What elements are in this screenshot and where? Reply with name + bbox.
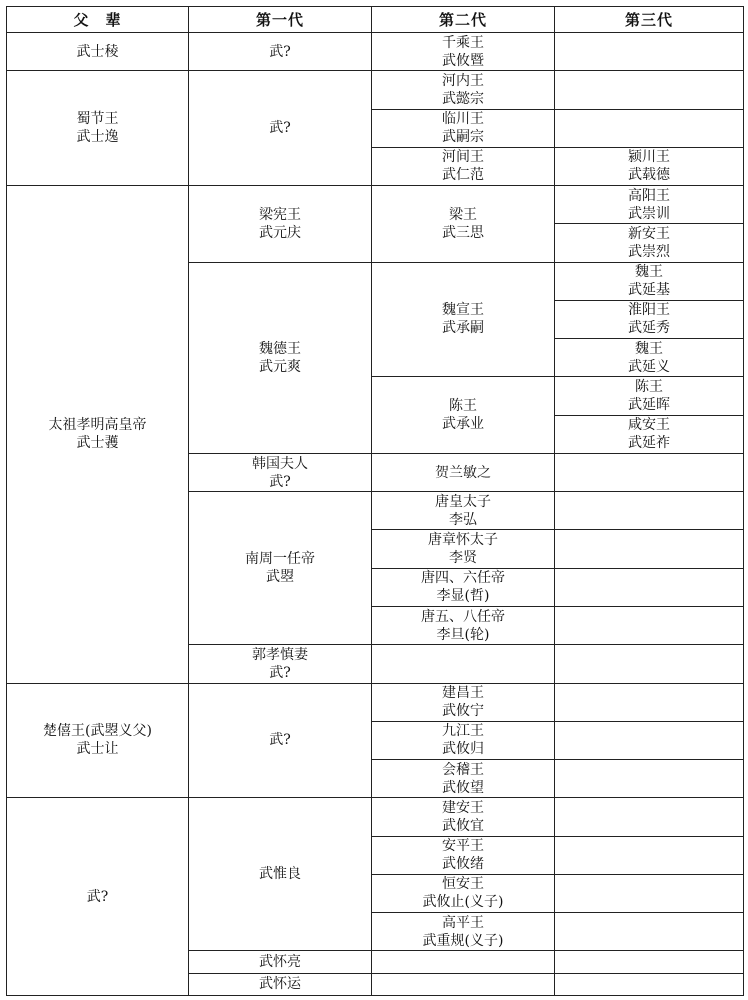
table-cell (555, 721, 744, 759)
table-cell: 武? (189, 683, 372, 798)
table-cell (555, 874, 744, 912)
table-cell (555, 951, 744, 973)
table-cell: 九江王 武攸归 (372, 721, 555, 759)
table-cell: 韩国夫人 武? (189, 453, 372, 491)
table-cell: 临川王 武嗣宗 (372, 109, 555, 147)
table-cell (555, 973, 744, 995)
table-cell: 南周一任帝 武曌 (189, 492, 372, 645)
table-cell (555, 760, 744, 798)
table-row (7, 71, 744, 109)
genealogy-table (6, 6, 744, 996)
table-cell: 淮阳王 武延秀 (555, 300, 744, 338)
table-cell (555, 913, 744, 951)
table-cell: 魏王 武延义 (555, 339, 744, 377)
table-cell: 梁王 武三思 (372, 186, 555, 263)
table-cell: 太祖孝明高皇帝 武士彟 (7, 186, 189, 683)
table-cell: 武? (189, 33, 372, 71)
table-cell: 陈王 武延晖 (555, 377, 744, 415)
table-cell: 郭孝慎妻 武? (189, 645, 372, 683)
table-cell: 唐四、六任帝 李显(哲) (372, 568, 555, 606)
table-cell: 高平王 武重规(义子) (372, 913, 555, 951)
table-cell: 河间王 武仁范 (372, 147, 555, 185)
table-cell: 建安王 武攸宜 (372, 798, 555, 836)
table-cell: 安平王 武攸绪 (372, 836, 555, 874)
table-cell: 武? (7, 798, 189, 996)
table-cell (372, 973, 555, 995)
header-gen1: 第一代 (189, 7, 372, 33)
table-cell: 武士稜 (7, 33, 189, 71)
table-cell: 恒安王 武攸止(义子) (372, 874, 555, 912)
table-cell: 魏德王 武元爽 (189, 262, 372, 453)
table-cell (555, 530, 744, 568)
table-cell (372, 645, 555, 683)
table-cell: 建昌王 武攸宁 (372, 683, 555, 721)
table-cell (555, 492, 744, 530)
table-cell (555, 683, 744, 721)
table-row (7, 33, 744, 71)
table-cell: 贺兰敏之 (372, 453, 555, 491)
table-cell (555, 453, 744, 491)
table-cell (372, 951, 555, 973)
table-cell: 梁宪王 武元庆 (189, 186, 372, 263)
table-cell (555, 836, 744, 874)
table-row (7, 683, 744, 721)
header-gen2: 第二代 (372, 7, 555, 33)
table-cell: 武怀运 (189, 973, 372, 995)
table-cell: 千乘王 武攸暨 (372, 33, 555, 71)
table-cell: 楚僖王(武曌义父) 武士让 (7, 683, 189, 798)
table-cell (555, 71, 744, 109)
table-cell: 唐章怀太子 李贤 (372, 530, 555, 568)
table-cell: 陈王 武承业 (372, 377, 555, 454)
table-cell: 魏王 武延基 (555, 262, 744, 300)
table-cell (555, 606, 744, 644)
table-cell: 唐皇太子 李弘 (372, 492, 555, 530)
table-row (7, 186, 744, 224)
table-cell (555, 645, 744, 683)
table-cell: 武惟良 (189, 798, 372, 951)
table-cell: 颍川王 武载德 (555, 147, 744, 185)
table-cell: 咸安王 武延祚 (555, 415, 744, 453)
header-parent: 父 辈 (7, 7, 189, 33)
table-cell (555, 568, 744, 606)
header-row (7, 7, 744, 33)
table-row (7, 798, 744, 836)
table-cell: 武怀亮 (189, 951, 372, 973)
table-cell (555, 798, 744, 836)
table-cell (555, 109, 744, 147)
table-cell: 蜀节王 武士逸 (7, 71, 189, 186)
header-gen3: 第三代 (555, 7, 744, 33)
table-cell: 会稽王 武攸望 (372, 760, 555, 798)
table-cell: 武? (189, 71, 372, 186)
table-cell: 唐五、八任帝 李旦(轮) (372, 606, 555, 644)
table-cell: 河内王 武懿宗 (372, 71, 555, 109)
table-cell (555, 33, 744, 71)
table-cell: 新安王 武崇烈 (555, 224, 744, 262)
table-cell: 魏宣王 武承嗣 (372, 262, 555, 377)
table-cell: 高阳王 武崇训 (555, 186, 744, 224)
